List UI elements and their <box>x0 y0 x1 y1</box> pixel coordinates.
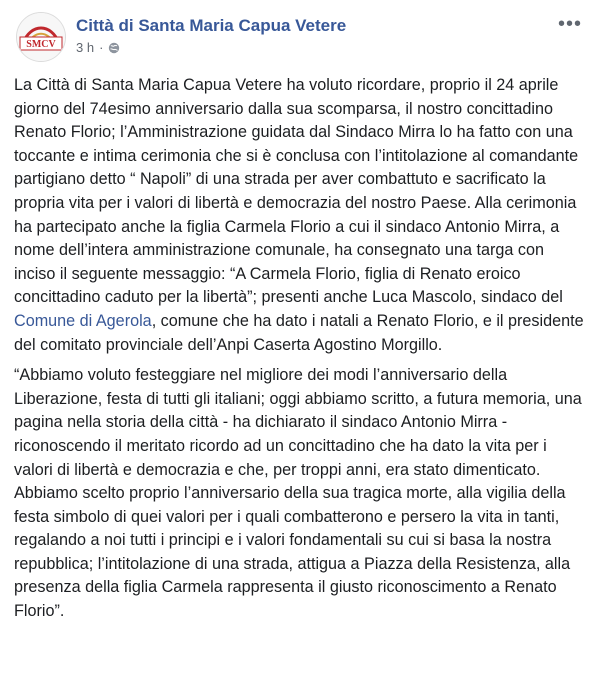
post-body <box>14 74 586 624</box>
post-meta <box>76 40 120 55</box>
post-header <box>14 8 586 70</box>
page-avatar[interactable] <box>16 12 66 62</box>
smcv-logo-icon <box>17 13 65 61</box>
paragraph-1-text-b: , comune che ha dato i natali a Renato Florio, e il presidente del comitato provinciale dell’Anpi Caserta Agostino Morgillo. <box>14 311 584 354</box>
paragraph-1-text-a: La Città di Santa Maria Capua Vetere ha voluto ricordare, proprio il 24 aprile giorno del 74esimo anniversario dalla sua scomparsa, il nostro concittadino Renato Florio; l’Amministrazione guidata dal Sindaco Mirra lo ha fatto con una toccante e intima cerimonia che si è conclusa con l’intitolazione al comandante partigiano detto “ Napoli” di una strada per aver combattuto e sacrificato la propria vita per i valori di libertà e democrazia del nostro Paese. Alla cerimonia ha partecipato anche la figlia Carmela Florio a cui il sindaco Antonio Mirra, a nome dell’intera amministrazione comunale, ha consegnato una targa con inciso il seguente messaggio: “A Carmela Florio, figlia di Renato eroico concittadino caduto per la libertà”; presenti anche Luca Mascolo, sindaco del <box>14 76 579 307</box>
more-options-icon[interactable]: ••• <box>557 13 582 35</box>
page-name-link[interactable]: Città di Santa Maria Capua Vetere <box>76 16 347 35</box>
post-paragraph-2: “Abbiamo voluto festeggiare nel migliore dei modi l’anniversario della Liberazione, festa di tutti gli italiani; oggi abbiamo scritto, a futura memoria, una pagina nella storia della città - ha dichiarato il sindaco Antonio Mirra - riconoscendo il meritato ricordo ad un concittadino che ha dato la vita per i valori di libertà e democrazia e che, per troppi anni, era stato dimenticato. Abbiamo scelto proprio l’anniversario della sua tragica morte, alla vigilia della festa simbolo di quei valori per i quali combatterono e persero la vita in tanti, regalando a noi tutti i principi e i valori fondamentali su cui si basa la nostra repubblica; l’intitolazione di una strada, attigua a Piazza della Resistenza, alla presenza della figlia Carmela rappresenta il giusto riconoscimento a Renato Florio”. <box>14 366 582 621</box>
comune-di-agerola-link[interactable]: Comune di Agerola <box>14 311 152 330</box>
globe-icon[interactable] <box>108 42 120 54</box>
avatar-text: SMCV <box>26 39 56 50</box>
post-timestamp[interactable]: 3 h <box>76 40 95 55</box>
post-paragraph-1 <box>14 74 586 357</box>
meta-separator: · <box>99 40 104 55</box>
